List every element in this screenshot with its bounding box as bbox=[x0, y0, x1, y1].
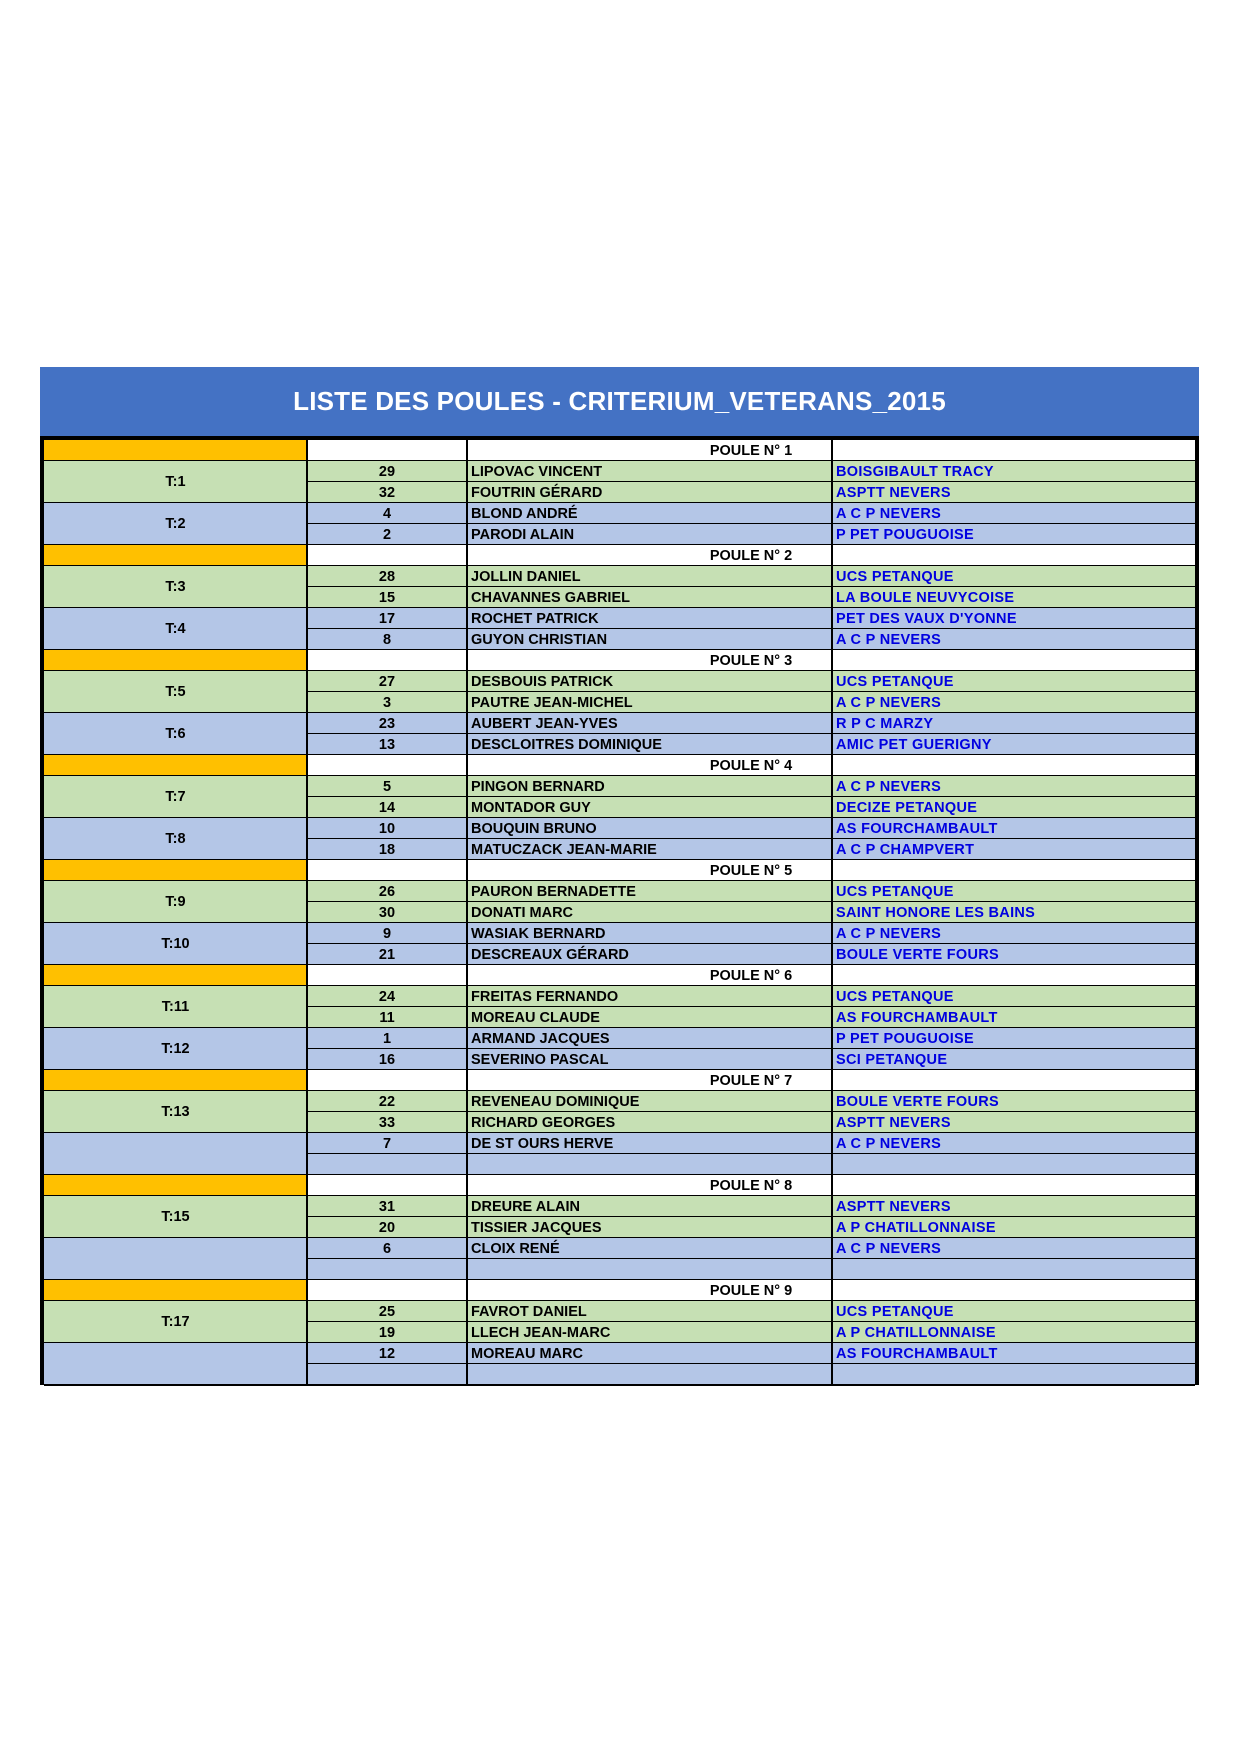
player-number: 18 bbox=[307, 839, 467, 860]
club-name: AS FOURCHAMBAULT bbox=[832, 1007, 1195, 1028]
player-name: DESCLOITRES DOMINIQUE bbox=[467, 734, 832, 755]
player-name: MONTADOR GUY bbox=[467, 797, 832, 818]
poule-marker bbox=[44, 1070, 307, 1091]
poule-marker bbox=[44, 965, 307, 986]
club-name bbox=[832, 1154, 1195, 1175]
player-name: DE ST OURS HERVE bbox=[467, 1133, 832, 1154]
team-label: T:8 bbox=[44, 818, 307, 860]
player-name: DREURE ALAIN bbox=[467, 1196, 832, 1217]
player-name: JOLLIN DANIEL bbox=[467, 566, 832, 587]
poule-marker bbox=[44, 1280, 307, 1301]
player-number: 33 bbox=[307, 1112, 467, 1133]
club-name: A C P NEVERS bbox=[832, 776, 1195, 797]
player-name: CHAVANNES GABRIEL bbox=[467, 587, 832, 608]
team-label: T:11 bbox=[44, 986, 307, 1028]
player-name: MOREAU MARC bbox=[467, 1343, 832, 1364]
club-name: UCS PETANQUE bbox=[832, 1301, 1195, 1322]
club-name: UCS PETANQUE bbox=[832, 881, 1195, 902]
player-name bbox=[467, 1154, 832, 1175]
page-title: LISTE DES POULES - CRITERIUM_VETERANS_2015 bbox=[40, 367, 1199, 436]
poule-title: POULE N° 9 bbox=[307, 1280, 1195, 1301]
player-number: 6 bbox=[307, 1238, 467, 1259]
player-number: 7 bbox=[307, 1133, 467, 1154]
club-name: ASPTT NEVERS bbox=[832, 1112, 1195, 1133]
player-name: FREITAS FERNANDO bbox=[467, 986, 832, 1007]
poule-marker bbox=[44, 1175, 307, 1196]
club-name: UCS PETANQUE bbox=[832, 986, 1195, 1007]
club-name: UCS PETANQUE bbox=[832, 566, 1195, 587]
grid-line bbox=[831, 440, 833, 1385]
player-name: PAURON BERNADETTE bbox=[467, 881, 832, 902]
club-name: R P C MARZY bbox=[832, 713, 1195, 734]
team-label bbox=[44, 1343, 307, 1385]
player-number: 25 bbox=[307, 1301, 467, 1322]
player-name: DESCREAUX GÉRARD bbox=[467, 944, 832, 965]
player-number: 17 bbox=[307, 608, 467, 629]
team-label: T:12 bbox=[44, 1028, 307, 1070]
poules-sheet bbox=[40, 367, 1199, 1385]
player-name bbox=[467, 1259, 832, 1280]
poule-title: POULE N° 1 bbox=[307, 440, 1195, 461]
player-number: 23 bbox=[307, 713, 467, 734]
poule-title: POULE N° 7 bbox=[307, 1070, 1195, 1091]
player-name: SEVERINO PASCAL bbox=[467, 1049, 832, 1070]
player-name: ARMAND JACQUES bbox=[467, 1028, 832, 1049]
club-name: AS FOURCHAMBAULT bbox=[832, 818, 1195, 839]
poule-marker bbox=[44, 545, 307, 566]
player-number: 27 bbox=[307, 671, 467, 692]
player-number: 15 bbox=[307, 587, 467, 608]
poule-title: POULE N° 3 bbox=[307, 650, 1195, 671]
club-name: P PET POUGUOISE bbox=[832, 524, 1195, 545]
player-name: TISSIER JACQUES bbox=[467, 1217, 832, 1238]
club-name: A P CHATILLONNAISE bbox=[832, 1217, 1195, 1238]
team-label: T:15 bbox=[44, 1196, 307, 1238]
player-number: 22 bbox=[307, 1091, 467, 1112]
player-number: 4 bbox=[307, 503, 467, 524]
player-number: 2 bbox=[307, 524, 467, 545]
player-name: FAVROT DANIEL bbox=[467, 1301, 832, 1322]
club-name: LA BOULE NEUVYCOISE bbox=[832, 587, 1195, 608]
player-number: 12 bbox=[307, 1343, 467, 1364]
player-number: 16 bbox=[307, 1049, 467, 1070]
player-name: LIPOVAC VINCENT bbox=[467, 461, 832, 482]
team-label: T:6 bbox=[44, 713, 307, 755]
player-number bbox=[307, 1154, 467, 1175]
player-name: FOUTRIN GÉRARD bbox=[467, 482, 832, 503]
team-label: T:4 bbox=[44, 608, 307, 650]
player-number: 14 bbox=[307, 797, 467, 818]
player-number: 10 bbox=[307, 818, 467, 839]
player-number bbox=[307, 1364, 467, 1385]
grid-line bbox=[306, 440, 308, 1385]
club-name: ASPTT NEVERS bbox=[832, 482, 1195, 503]
team-label: T:5 bbox=[44, 671, 307, 713]
club-name: A P CHATILLONNAISE bbox=[832, 1322, 1195, 1343]
club-name: A C P NEVERS bbox=[832, 1133, 1195, 1154]
club-name: BOISGIBAULT TRACY bbox=[832, 461, 1195, 482]
poule-marker bbox=[44, 860, 307, 881]
team-label: T:1 bbox=[44, 461, 307, 503]
club-name: A C P NEVERS bbox=[832, 692, 1195, 713]
player-number: 19 bbox=[307, 1322, 467, 1343]
club-name: BOULE VERTE FOURS bbox=[832, 1091, 1195, 1112]
player-name bbox=[467, 1364, 832, 1385]
grid-line bbox=[466, 440, 468, 1385]
player-number: 24 bbox=[307, 986, 467, 1007]
player-number: 29 bbox=[307, 461, 467, 482]
player-number: 5 bbox=[307, 776, 467, 797]
club-name bbox=[832, 1364, 1195, 1385]
player-number: 20 bbox=[307, 1217, 467, 1238]
club-name: AS FOURCHAMBAULT bbox=[832, 1343, 1195, 1364]
team-label: T:13 bbox=[44, 1091, 307, 1133]
club-name: PET DES VAUX D'YONNE bbox=[832, 608, 1195, 629]
player-number: 32 bbox=[307, 482, 467, 503]
team-label: T:10 bbox=[44, 923, 307, 965]
club-name: BOULE VERTE FOURS bbox=[832, 944, 1195, 965]
player-name: PAUTRE JEAN-MICHEL bbox=[467, 692, 832, 713]
club-name: A C P NEVERS bbox=[832, 923, 1195, 944]
player-name: LLECH JEAN-MARC bbox=[467, 1322, 832, 1343]
club-name: A C P CHAMPVERT bbox=[832, 839, 1195, 860]
player-number: 31 bbox=[307, 1196, 467, 1217]
poule-marker bbox=[44, 650, 307, 671]
player-name: ROCHET PATRICK bbox=[467, 608, 832, 629]
player-number: 11 bbox=[307, 1007, 467, 1028]
poule-title: POULE N° 6 bbox=[307, 965, 1195, 986]
team-label: T:2 bbox=[44, 503, 307, 545]
team-label bbox=[44, 1238, 307, 1280]
player-number: 3 bbox=[307, 692, 467, 713]
club-name: SAINT HONORE LES BAINS bbox=[832, 902, 1195, 923]
grid-line bbox=[44, 1384, 1195, 1386]
player-name: GUYON CHRISTIAN bbox=[467, 629, 832, 650]
player-number: 28 bbox=[307, 566, 467, 587]
club-name: P PET POUGUOISE bbox=[832, 1028, 1195, 1049]
player-name: WASIAK BERNARD bbox=[467, 923, 832, 944]
player-number: 30 bbox=[307, 902, 467, 923]
club-name: A C P NEVERS bbox=[832, 503, 1195, 524]
poules-table bbox=[40, 436, 1199, 1385]
team-label: T:9 bbox=[44, 881, 307, 923]
player-name: BOUQUIN BRUNO bbox=[467, 818, 832, 839]
player-number: 13 bbox=[307, 734, 467, 755]
player-name: BLOND ANDRÉ bbox=[467, 503, 832, 524]
player-name: REVENEAU DOMINIQUE bbox=[467, 1091, 832, 1112]
club-name: DECIZE PETANQUE bbox=[832, 797, 1195, 818]
player-number: 21 bbox=[307, 944, 467, 965]
club-name: SCI PETANQUE bbox=[832, 1049, 1195, 1070]
poule-marker bbox=[44, 755, 307, 776]
club-name: ASPTT NEVERS bbox=[832, 1196, 1195, 1217]
player-name: AUBERT JEAN-YVES bbox=[467, 713, 832, 734]
player-number: 8 bbox=[307, 629, 467, 650]
player-number: 26 bbox=[307, 881, 467, 902]
player-name: RICHARD GEORGES bbox=[467, 1112, 832, 1133]
player-name: MATUCZACK JEAN-MARIE bbox=[467, 839, 832, 860]
club-name: AMIC PET GUERIGNY bbox=[832, 734, 1195, 755]
player-name: CLOIX RENÉ bbox=[467, 1238, 832, 1259]
club-name: UCS PETANQUE bbox=[832, 671, 1195, 692]
club-name: A C P NEVERS bbox=[832, 629, 1195, 650]
poule-title: POULE N° 8 bbox=[307, 1175, 1195, 1196]
team-label: T:17 bbox=[44, 1301, 307, 1343]
player-number bbox=[307, 1259, 467, 1280]
poule-title: POULE N° 5 bbox=[307, 860, 1195, 881]
team-label bbox=[44, 1133, 307, 1175]
team-label: T:3 bbox=[44, 566, 307, 608]
player-number: 9 bbox=[307, 923, 467, 944]
club-name: A C P NEVERS bbox=[832, 1238, 1195, 1259]
player-number: 1 bbox=[307, 1028, 467, 1049]
player-name: MOREAU CLAUDE bbox=[467, 1007, 832, 1028]
player-name: PINGON BERNARD bbox=[467, 776, 832, 797]
poule-marker bbox=[44, 440, 307, 461]
team-label: T:7 bbox=[44, 776, 307, 818]
player-name: DESBOUIS PATRICK bbox=[467, 671, 832, 692]
club-name bbox=[832, 1259, 1195, 1280]
poule-title: POULE N° 4 bbox=[307, 755, 1195, 776]
poule-title: POULE N° 2 bbox=[307, 545, 1195, 566]
player-name: DONATI MARC bbox=[467, 902, 832, 923]
player-name: PARODI ALAIN bbox=[467, 524, 832, 545]
